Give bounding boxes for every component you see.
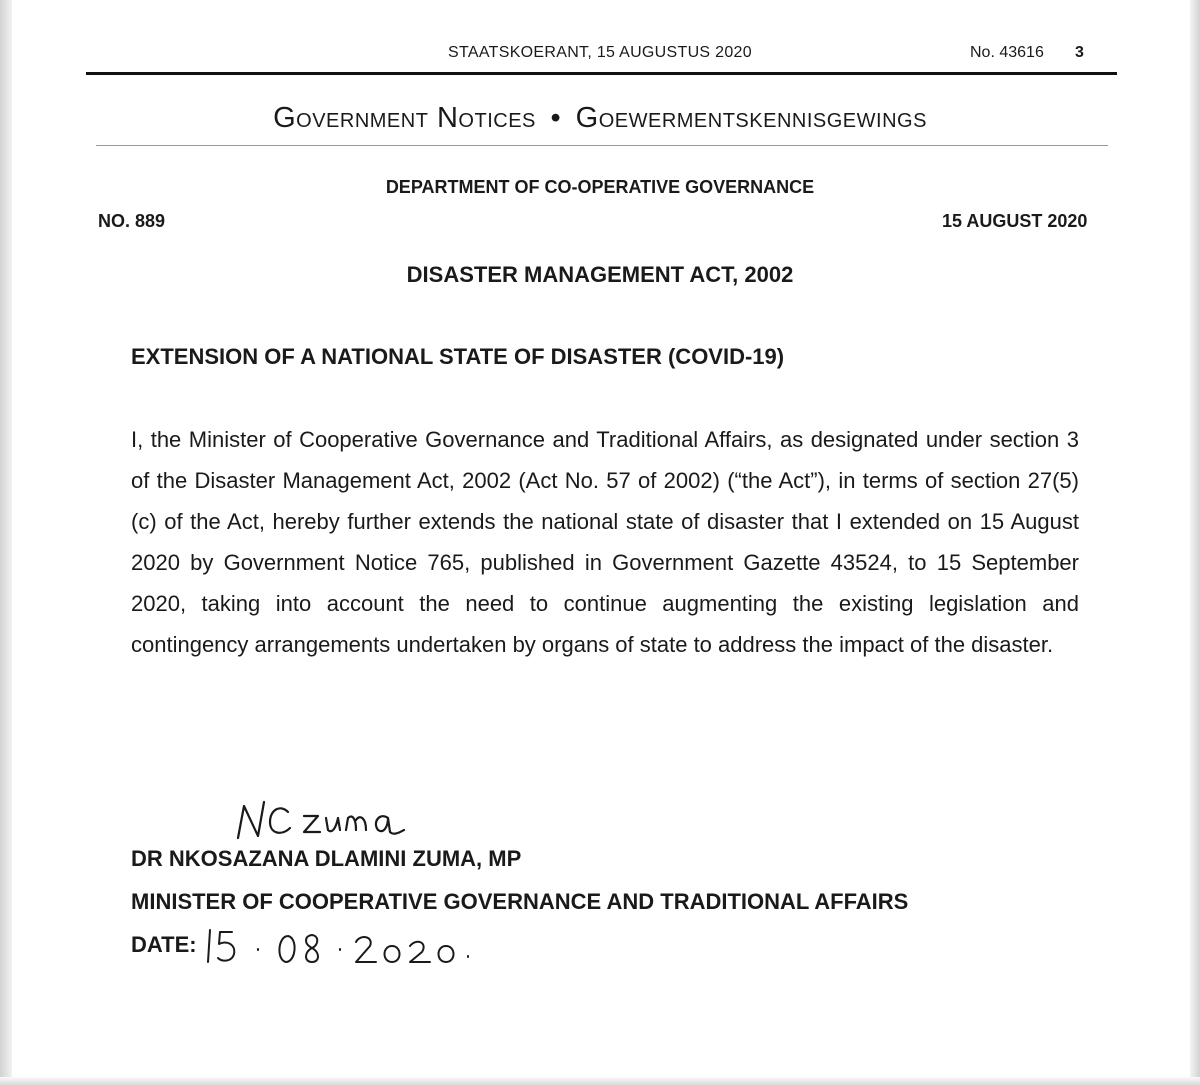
act-title: DISASTER MANAGEMENT ACT, 2002 xyxy=(406,262,794,287)
notice-body: I, the Minister of Cooperative Governance and Traditional Affairs, as designated under section 3 of the Disaster Management Act, 2002 (Act No. 57 of 2002) (“the Act”), in terms of section 27(5)(c) of the Act, hereby further extends the national state of disaster that I extended on 15 August 2020 by Government Notice 765, published in Government Gazette 43524, to 15 September 2020, taking into account the need to continue augmenting the existing legislation and contingency arrangements undertaken by organs of state to address the impact of the disaster. xyxy=(131,427,1079,657)
gazette-title: STAATSKOERANT, 15 AUGUSTUS 2020 xyxy=(448,44,752,61)
handwritten-date xyxy=(204,922,484,970)
page-number: 3 xyxy=(1075,44,1084,61)
header-divider xyxy=(86,72,1117,75)
section-banner-afrikaans: Goewermentskennisgewings xyxy=(575,102,927,134)
department-name: DEPARTMENT OF CO-OPERATIVE GOVERNANCE xyxy=(385,177,815,197)
section-divider xyxy=(96,145,1108,146)
bullet-separator-icon: • xyxy=(550,102,562,134)
section-banner-english: Government Notices xyxy=(273,102,536,134)
notice-number: NO. 889 xyxy=(98,211,166,231)
issue-number: No. 43616 xyxy=(970,44,1044,61)
notice-date: 15 AUGUST 2020 xyxy=(942,211,1088,231)
right-page-edge xyxy=(1190,0,1200,1085)
date-label: DATE: xyxy=(131,932,197,957)
left-page-edge xyxy=(0,0,12,1085)
handwritten-signature xyxy=(228,788,428,848)
signatory-name: DR NKOSAZANA DLAMINI ZUMA, MP xyxy=(131,846,522,871)
notice-heading: EXTENSION OF A NATIONAL STATE OF DISASTER (COVID-19) xyxy=(131,344,785,369)
signatory-title: MINISTER OF COOPERATIVE GOVERNANCE AND TRADITIONAL AFFAIRS xyxy=(131,889,909,914)
bottom-page-edge xyxy=(0,1077,1200,1085)
section-banner xyxy=(0,102,1200,135)
